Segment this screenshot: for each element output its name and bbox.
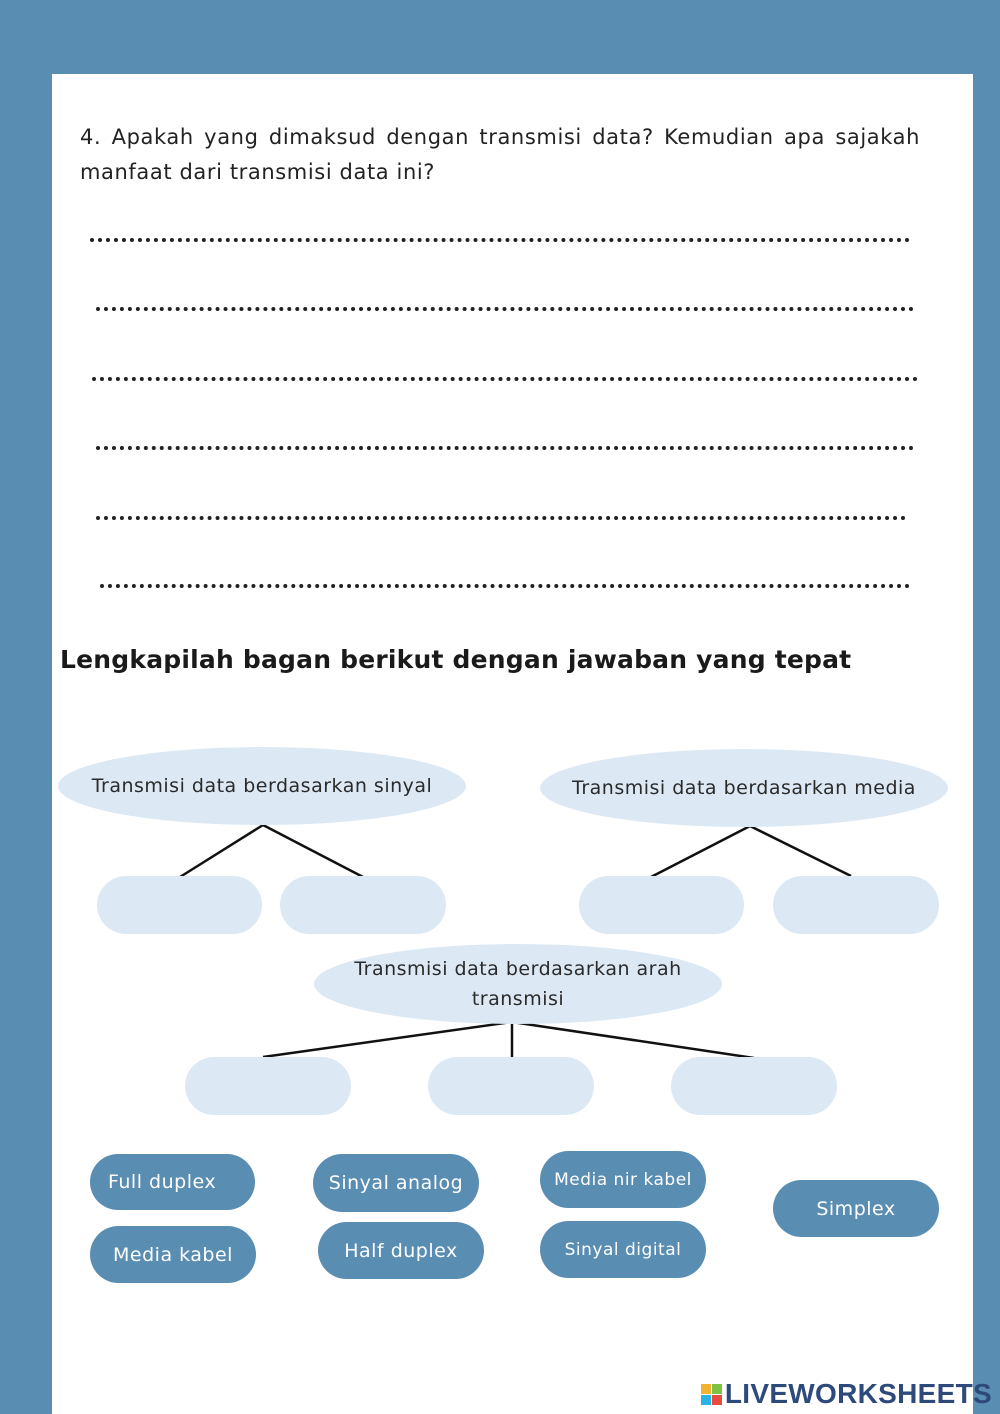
direction-slot-1[interactable]	[185, 1057, 351, 1115]
option-media-kabel[interactable]: Media kabel	[90, 1226, 256, 1283]
media-node: Transmisi data berdasarkan media	[540, 749, 948, 827]
direction-node: Transmisi data berdasarkan arah transmisi	[314, 944, 722, 1024]
option-full-duplex[interactable]: Full duplex	[90, 1154, 255, 1210]
direction-slot-2[interactable]	[428, 1057, 594, 1115]
direction-slot-3[interactable]	[671, 1057, 837, 1115]
signal-slot-2[interactable]	[280, 876, 446, 934]
option-media-nir-kabel[interactable]: Media nir kabel	[540, 1151, 706, 1208]
media-slot-1[interactable]	[579, 876, 744, 934]
signal-node: Transmisi data berdasarkan sinyal	[58, 747, 466, 825]
media-slot-2[interactable]	[773, 876, 939, 934]
option-simplex[interactable]: Simplex	[773, 1180, 939, 1237]
liveworksheets-brand	[701, 1378, 992, 1410]
liveworksheets-logo-icon	[701, 1384, 722, 1405]
option-half-duplex[interactable]: Half duplex	[318, 1222, 484, 1279]
brand-name: LIVEWORKSHEETS	[724, 1378, 992, 1409]
option-sinyal-analog[interactable]: Sinyal analog	[313, 1154, 479, 1212]
option-sinyal-digital[interactable]: Sinyal digital	[540, 1221, 706, 1278]
question-4: 4. Apakah yang dimaksud dengan transmisi data? Kemudian apa sajakah manfaat dari transmisi data ini?	[80, 125, 920, 184]
section-heading: Lengkapilah bagan berikut dengan jawaban yang tepat	[60, 645, 852, 674]
signal-slot-1[interactable]	[97, 876, 262, 934]
